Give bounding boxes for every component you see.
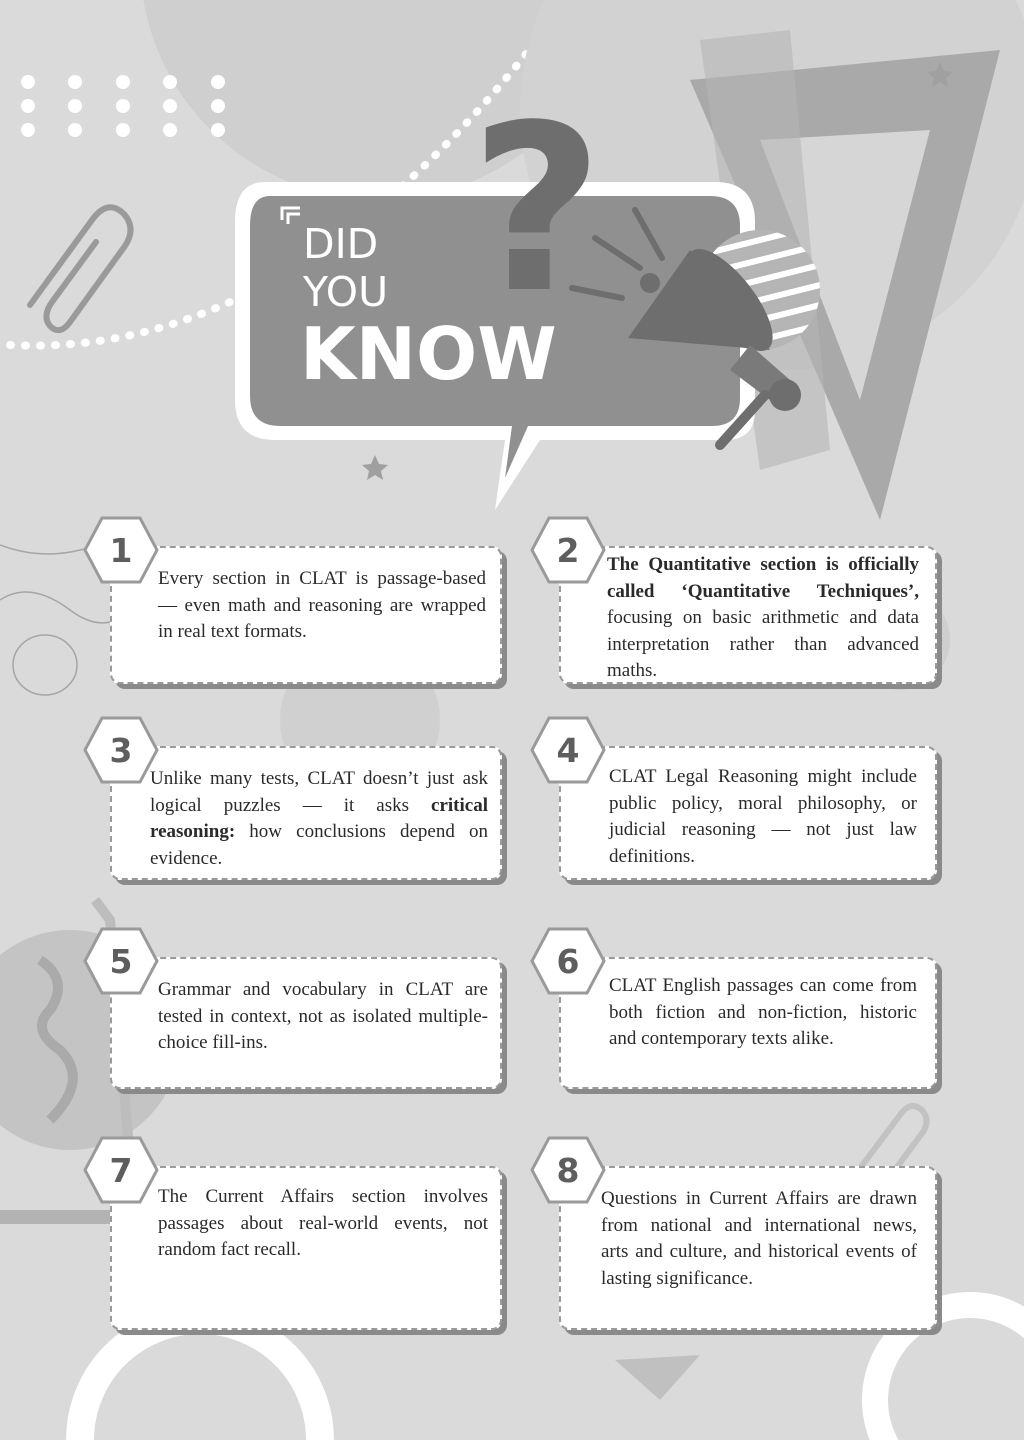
fact-text-run: focusing on basic arithmetic and data interpretation rather than advanced maths.: [607, 607, 919, 681]
fact-text-run: CLAT Legal Reasoning might include public policy, moral philosophy, or judicial reasoning — not just law definitions.: [609, 766, 917, 867]
fact-card-4: [559, 746, 937, 880]
fact-number-badge: 6: [530, 927, 606, 995]
fact-number-badge: 1: [83, 516, 159, 584]
fact-number-badge: 7: [83, 1136, 159, 1204]
fact-text: [158, 566, 486, 646]
fact-text: [158, 1184, 488, 1264]
fact-text-run: Questions in Current Affairs are drawn from national and international news, arts and culture, and historical events of lasting significance.: [601, 1188, 917, 1289]
fact-text-run: The Current Affairs section involves passages about real-world events, not random fact recall.: [158, 1186, 488, 1260]
fact-text: [609, 973, 917, 1053]
fact-text-emphasis: The Quantitative section is officially called ‘Quantitative Techniques’,: [607, 554, 919, 602]
fact-text-emphasis: critical reasoning:: [150, 794, 488, 842]
fact-text: [158, 977, 488, 1057]
question-mark-icon: ?: [470, 77, 604, 344]
paperclip-icon: [30, 207, 131, 330]
fact-number-badge: 5: [83, 927, 159, 995]
title-know: KNOW: [300, 312, 557, 396]
fact-text-run: Every section in CLAT is passage-based — even math and reasoning are wrapped in real text formats.: [158, 568, 486, 642]
fact-text-run: Unlike many tests, CLAT doesn’t just ask logical puzzles — it asks: [150, 768, 488, 816]
fact-text: [601, 1186, 917, 1292]
fact-card-6: [559, 957, 937, 1089]
fact-number-badge: 3: [83, 716, 159, 784]
fact-card-1: [110, 546, 502, 684]
fact-text-run: how conclusions depend on evidence.: [150, 821, 488, 869]
fact-number-badge: 8: [530, 1136, 606, 1204]
fact-text: [609, 764, 917, 870]
fact-text: [607, 552, 919, 685]
fact-text-run: CLAT English passages can come from both fiction and non-fiction, historic and contemporary texts alike.: [609, 975, 917, 1049]
fact-number-badge: 2: [530, 516, 606, 584]
fact-text: [150, 766, 488, 872]
star-icon: [362, 455, 388, 480]
fact-card-5: [110, 957, 502, 1089]
title-did: DID: [303, 220, 379, 268]
title-you: YOU: [303, 268, 389, 316]
fact-card-2: [559, 546, 937, 684]
fact-card-7: [110, 1166, 502, 1330]
fact-text-run: Grammar and vocabulary in CLAT are tested in context, not as isolated multiple-choice fill-ins.: [158, 979, 488, 1053]
fact-card-8: [559, 1166, 937, 1330]
fact-number-badge: 4: [530, 716, 606, 784]
fact-card-3: [110, 746, 502, 880]
